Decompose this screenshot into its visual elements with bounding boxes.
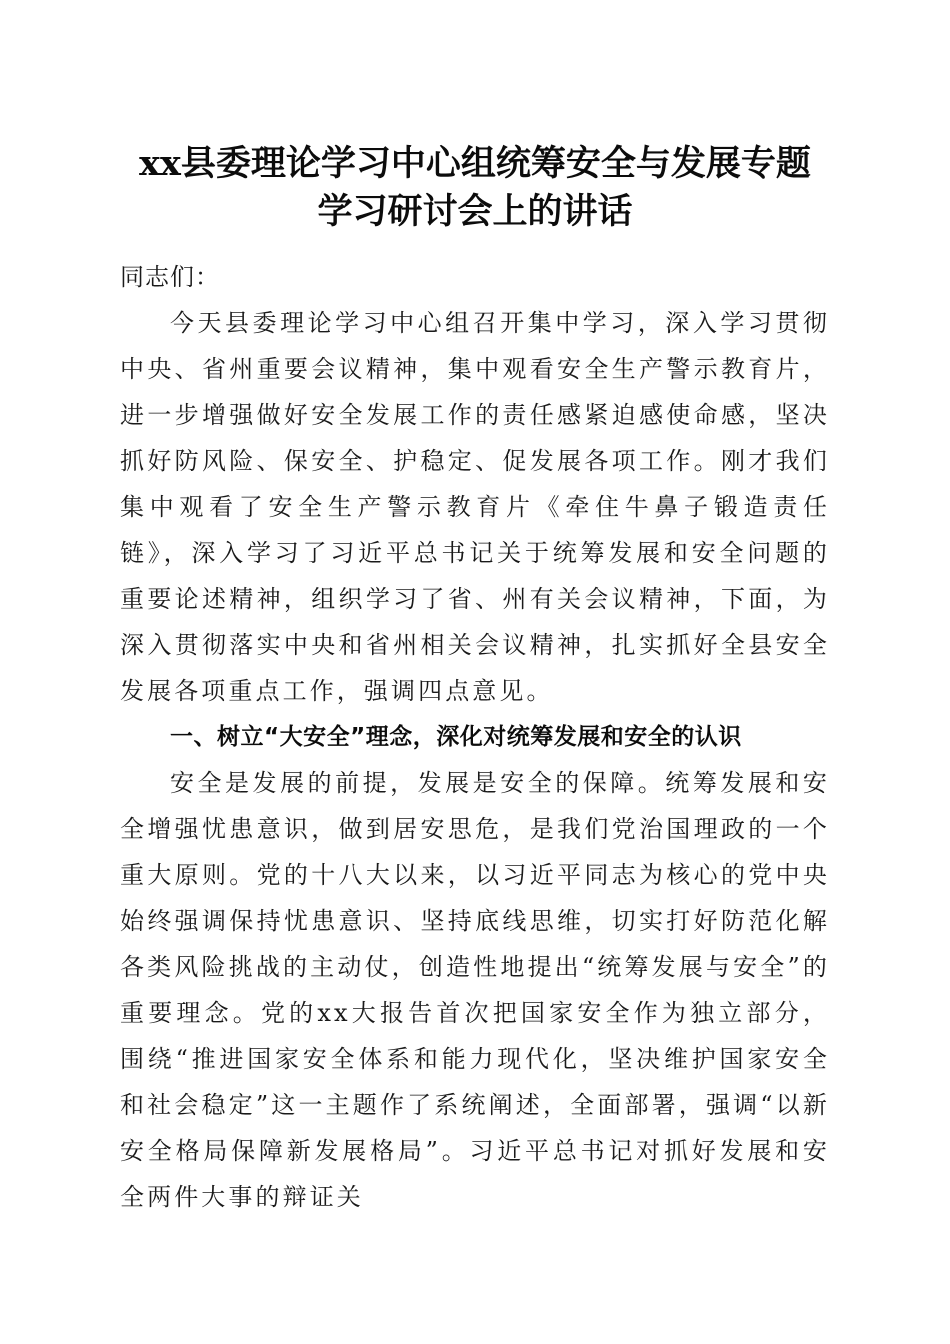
paragraph-intro: 今天县委理论学习中心组召开集中学习，深入学习贯彻中央、省州重要会议精神，集中观看安全生产警示教育片，进一步增强做好安全发展工作的责任感紧迫感使命感，坚决抓好防风险、保安全、护稳定、促发展各项工作。刚才我们集中观看了安全生产警示教育片《牵住牛鼻子锻造责任链》，深入学习了习近平总书记关于统筹发展和安全问题的重要论述精神，组织学习了省、州有关会议精神，下面，为深入贯彻落实中央和省州相关会议精神，扎实抓好全县安全发展各项重点工作，强调四点意见。 — [120, 309, 830, 705]
salutation: 同志们： — [120, 263, 220, 291]
document-body — [120, 254, 830, 1220]
document-title — [0, 140, 950, 236]
title-line-1: xx县委理论学习中心组统筹安全与发展专题 — [139, 143, 811, 184]
paragraph-section-1: 安全是发展的前提，发展是安全的保障。统筹发展和安全增强忧患意识，做到居安思危，是我们党治国理政的一个重大原则。党的十八大以来，以习近平同志为核心的党中央始终强调保持忧患意识、坚持底线思维，切实打好防范化解各类风险挑战的主动仗，创造性地提出“统筹发展与安全”的重要理念。党的xx大报告首次把国家安全作为独立部分，围绕“推进国家安全体系和能力现代化，坚决维护国家安全和社会稳定”这一主题作了系统阐述，全面部署，强调“以新安全格局保障新发展格局”。习近平总书记对抓好发展和安全两件大事的辩证关 — [120, 769, 830, 1211]
title-line-2: 学习研讨会上的讲话 — [317, 191, 633, 232]
section-heading-1: 一、树立“大安全”理念，深化对统筹发展和安全的认识 — [170, 724, 742, 750]
